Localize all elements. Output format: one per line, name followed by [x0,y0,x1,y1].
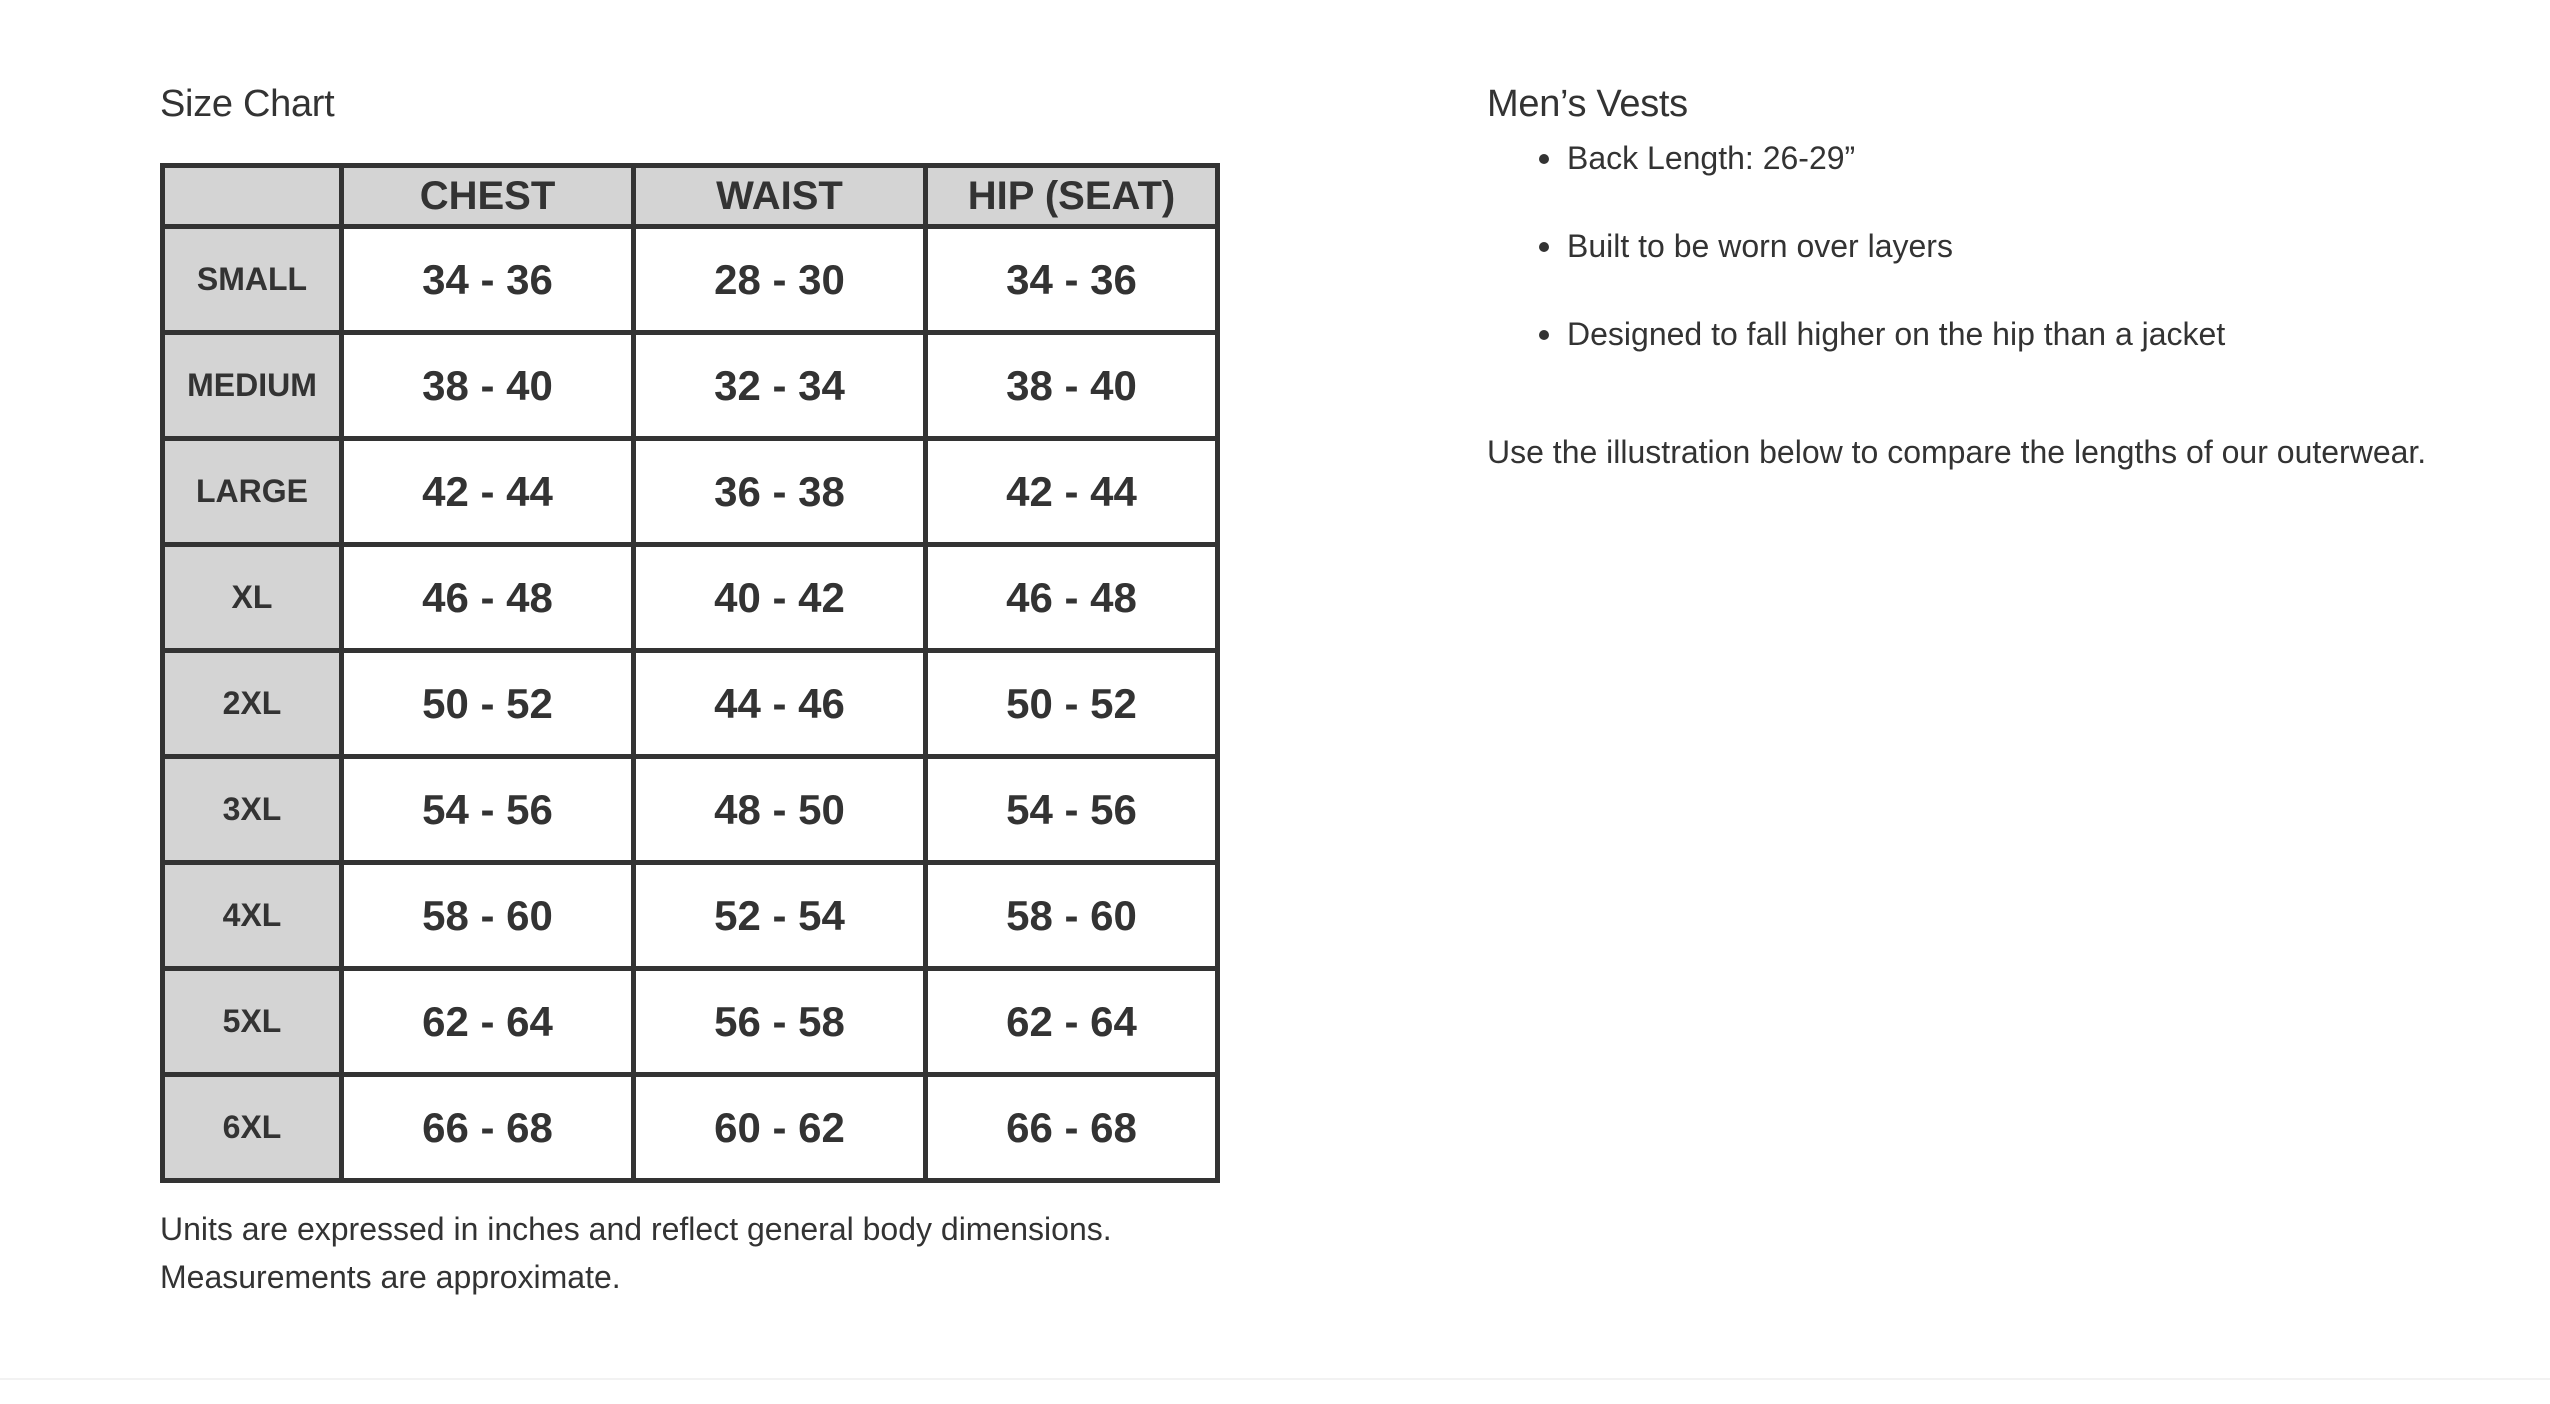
hip-value: 50 - 52 [926,651,1218,757]
table-header-row [163,166,1218,227]
waist-value: 32 - 34 [634,333,926,439]
bullet-dot-icon [1539,242,1549,252]
table-row [163,227,1218,333]
hip-value: 58 - 60 [926,863,1218,969]
size-label: XL [163,545,342,651]
hip-value: 34 - 36 [926,227,1218,333]
chest-value: 46 - 48 [342,545,634,651]
size-chart-table [160,163,1220,1183]
chest-value: 58 - 60 [342,863,634,969]
hip-value: 38 - 40 [926,333,1218,439]
table-row [163,969,1218,1075]
chest-value: 54 - 56 [342,757,634,863]
table-header-corner [163,166,342,227]
table-row [163,545,1218,651]
waist-value: 48 - 50 [634,757,926,863]
list-item [1487,314,2487,354]
size-label: 2XL [163,651,342,757]
hip-value: 46 - 48 [926,545,1218,651]
size-chart-footnote [160,1205,1112,1301]
waist-value: 60 - 62 [634,1075,926,1181]
chest-value: 62 - 64 [342,969,634,1075]
table-header-waist: WAIST [634,166,926,227]
footnote-line-approx: Measurements are approximate. [160,1259,621,1295]
product-info-section [1487,78,2487,470]
size-chart-title: Size Chart [160,83,335,125]
table-row [163,333,1218,439]
product-title: Men’s Vests [1487,83,1688,125]
bullet-dot-icon [1539,154,1549,164]
feature-text: Designed to fall higher on the hip than a jacket [1567,316,2226,352]
chest-value: 42 - 44 [342,439,634,545]
list-item [1487,138,2487,178]
size-label: 5XL [163,969,342,1075]
chest-value: 66 - 68 [342,1075,634,1181]
size-label: 4XL [163,863,342,969]
chest-value: 38 - 40 [342,333,634,439]
size-label: 6XL [163,1075,342,1181]
hip-value: 62 - 64 [926,969,1218,1075]
waist-value: 44 - 46 [634,651,926,757]
size-label: 3XL [163,757,342,863]
size-label: LARGE [163,439,342,545]
size-chart-section [160,78,1260,130]
table-header-hip: HIP (SEAT) [926,166,1218,227]
table-row [163,1075,1218,1181]
waist-value: 56 - 58 [634,969,926,1075]
size-label: MEDIUM [163,333,342,439]
chest-value: 50 - 52 [342,651,634,757]
bullet-dot-icon [1539,330,1549,340]
product-feature-list [1487,138,2487,354]
waist-value: 28 - 30 [634,227,926,333]
waist-value: 36 - 38 [634,439,926,545]
bottom-divider [0,1378,2550,1380]
feature-text: Back Length: 26-29” [1567,140,1856,176]
size-label: SMALL [163,227,342,333]
waist-value: 40 - 42 [634,545,926,651]
hip-value: 66 - 68 [926,1075,1218,1181]
table-row [163,757,1218,863]
table-row [163,863,1218,969]
footnote-line-units: Units are expressed in inches and reflect general body dimensions. [160,1211,1112,1247]
list-item [1487,226,2487,266]
table-row [163,651,1218,757]
hip-value: 42 - 44 [926,439,1218,545]
table-row [163,439,1218,545]
chest-value: 34 - 36 [342,227,634,333]
table-header-chest: CHEST [342,166,634,227]
hip-value: 54 - 56 [926,757,1218,863]
compare-illustration-text: Use the illustration below to compare the lengths of our outerwear. [1487,434,2427,470]
waist-value: 52 - 54 [634,863,926,969]
feature-text: Built to be worn over layers [1567,228,1953,264]
